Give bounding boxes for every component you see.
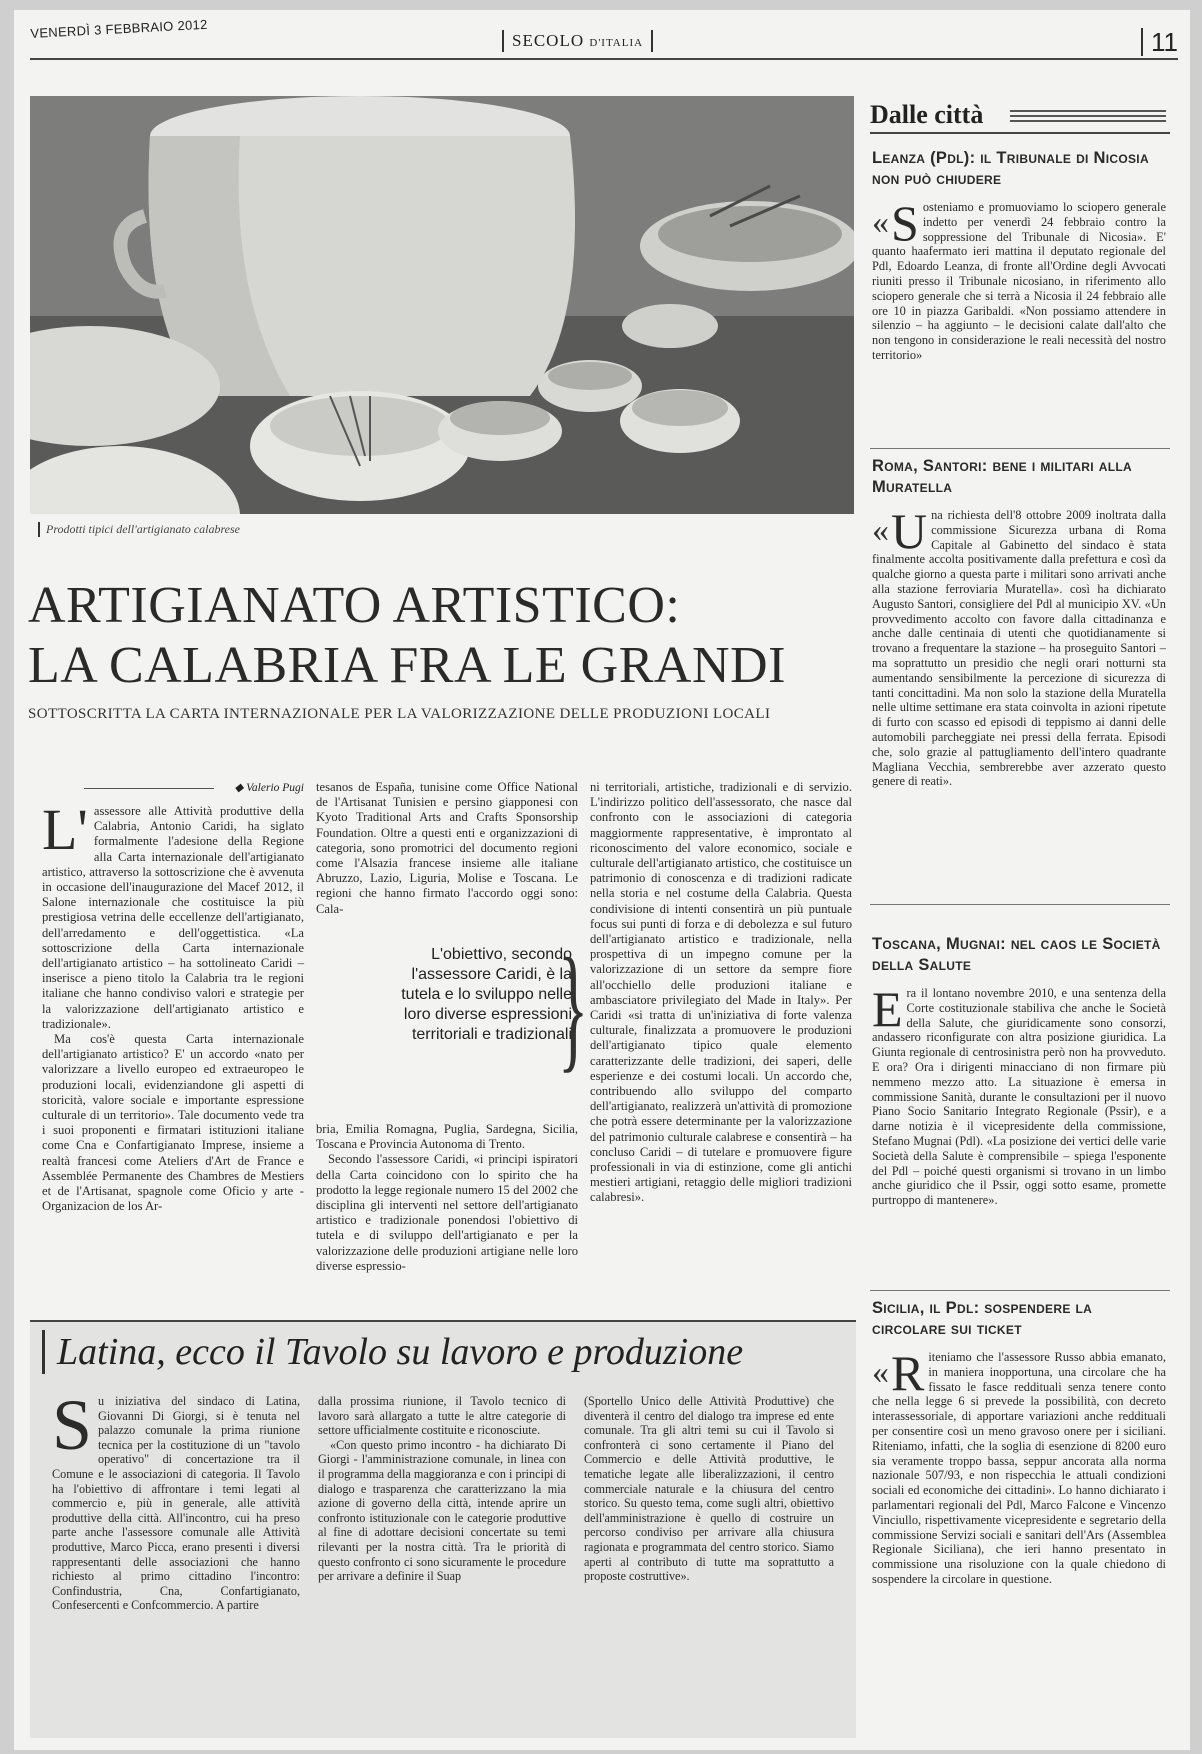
article-paragraph: (Sportello Unico delle Attività Produttive) che diventerà il centro del dialogo tra imprese ed ente comunale. Tra gli altri temi su cui il Tavolo si confronterà ci sono certamente il Piano del Commercio e delle Attività produttive, le tematiche legate alle liberalizzazioni, il centro commerciale naturale e la chiusura del centro storico. Su questo tema, come sugli altri, obiettivo dell'amministrazione è quello di costruire un percorso condiviso per arrivare alla chiusura ragionata e programmata del centro storico. Siamo aperti al contributo di tutte ma soprattutto a proposte costruttive».: [584, 1394, 834, 1584]
headline-line-1: ARTIGIANATO ARTISTICO:: [28, 577, 681, 634]
article-paragraph: «Con questo primo incontro - ha dichiarato Di Giorgi - l'amministrazione comunale, in linea con il programma della maggioranza e con i principi di dialogo e trasparenza che caratterizzano la mia azione di governo della città, intende aprire un confronto istituzionale con le categorie produttive al fine di adottare decisioni concertate su temi rilevanti per la nostra città. Tra le priorità di questo confronto ci sono sicuramente le procedure per arrivare a definire il Suap: [318, 1437, 566, 1584]
brief-headline-sicilia: Sicilia, il Pdl: sospendere la circolare sui ticket: [872, 1299, 1093, 1338]
article-paragraph: Ma cos'è questa Carta internazionale dell'artigianato artistico? E' un accordo «nato per valorizzare a livello europeo ed extraeuropeo le produzioni locali, evidenziandone gli aspetti di storicità, valore sociale e importante espressione culturale di un territorio». Tale documento vede tra i suoi proponenti e firmatari istituzioni italiane come Cna e Confartigianato Imprese, insieme a realtà francesi come Ateliers d'Art de France e Assemblée Permanente des Chambres de Mestiers et de l'Artisanat, spagnole come Oficio y arte - Organizacion de los Ar-: [42, 1032, 304, 1214]
divider: [870, 1290, 1170, 1291]
article-photo: [30, 96, 854, 514]
brief-body-mugnai: [872, 981, 1166, 1208]
masthead-name: SECOLO: [512, 31, 585, 50]
pottery-illustration: [30, 96, 854, 514]
brief-headline-leanza: Leanza (Pdl): il Tribunale di Nicosia non può chiudere: [872, 149, 1149, 188]
article-column-2-continued: [316, 1122, 578, 1274]
article-paragraph: dalla prossima riunione, il Tavolo tecnico di lavoro sarà allargato a tutte le altre categorie di settore ufficialmente costituite e riconosciute.: [318, 1394, 566, 1438]
latina-article: [30, 1320, 856, 1738]
author-name: Valerio Pugi: [246, 782, 304, 794]
drop-cap: R: [891, 1345, 925, 1401]
brief-body-leanza: [872, 195, 1166, 363]
article-paragraph: [42, 797, 304, 1032]
paragraph-text: na richiesta dell'8 ottobre 2009 inoltrata dalla commissione Sicurezza urbana di Roma Capitale al Gabinetto del sindaco è stata finalmente accolta positivamente dalla prefettura e così da qualche giorno a questa parte i militari sono arrivati anche alla stazione ferroviaria Muratella». così ha dichiarato Augusto Santori, consigliere del Pdl al municipio XV. «Un provvedimento accolto con favore dalla cittadinanza e anche dalle centinaia di utenti che quotidianamente si trovano a frequentare la stazione – ha proseguito Santori – ma soprattutto un presidio che negli orari notturni sta aumentando sensibilmente la percezione di sicurezza di tanti concittadini. Ma non solo la stazione della Muratella nelle ultime settimane era stata coinvolta in azioni ripetute di furto con scasso ed episodi di teppismo ai danni delle automobili parcheggiate nei pressi della ferrata. Episodi che, solo grazie al pattugliamento dell'intero quadrante Magliana Vecchia, sembrerebbe aver azzerato questo genere di reati».: [872, 508, 1166, 789]
brief-paragraph: [872, 981, 1166, 1208]
brief-body-santori: [872, 503, 1166, 789]
pull-quote: L'obiettivo, secondo l'assessore Caridi, è la tutela e lo sviluppo nelle loro diverse espressioni territoriali e tradizionali: [401, 946, 572, 1043]
open-quote: «: [872, 204, 889, 241]
article-column-3: [590, 780, 852, 1206]
sidebar-header: [870, 100, 1170, 134]
article-column-1: [42, 797, 304, 1214]
latina-column-2: [318, 1394, 566, 1584]
open-quote: «: [872, 512, 889, 549]
photo-caption: Prodotti tipici dell'artigianato calabrese: [38, 522, 240, 537]
pull-quote-brace: }: [558, 930, 589, 1085]
article-paragraph: ni territoriali, artistiche, tradizionali e di servizio. L'indirizzo politico dell'assessorato, che nasce dal confronto con le associazioni di categoria maggiormente rappresentative, è improntato al riconoscimento del valore economico, sociale e culturale dell'artigianato artistico, che costituisce un patrimonio di conoscenza e di tradizioni radicate nella storia e nel costume della Calabria. Questa condivisione di intenti consentirà un più puntuale focus sui punti di forza e di debolezza e sul futuro dell'artigianato artistico e tradizionale, nella prospettiva di un impegno comune per la valorizzazione di un settore da sempre fiore all'occhiello delle produzioni italiane e ambasciatore privilegiato del Made in Italy». Per Caridi «si tratta di un'iniziativa di forte valenza culturale, finalizzata a promuovere le produzioni dell'artigianato tipico quale elemento caratterizzante delle tradizioni, dei saperi, delle esperienze e dei costumi locali. Un accordo che, contribuendo allo sviluppo del comparto dell'artigianato, realizzerà un'attività di promozione che potrà essere determinante per la valorizzazione del patrimonio culturale calabrese e consentirà – ha concluso Caridi – di tutelare e promuovere figure professionali in via di estinzione, come gli antichi mestieri artigiani, retaggio delle migliori tradizioni calabresi».: [590, 780, 852, 1205]
article-paragraph: Secondo l'assessore Caridi, «i principi ispiratori della Carta coincidono con lo spirito che ha prodotto la legge regionale numero 15 del 2002 che disciplina gli interventi nel settore dell'artigianato artistico e tradizionale ponendosi l'obiettivo di tutela e di sviluppo dell'artigianato e per la valorizzazione delle produzioni artigiane nelle loro diverse espressio-: [316, 1152, 578, 1273]
drop-cap: U: [891, 503, 928, 559]
article-paragraph: tesanos de España, tunisine come Office National de l'Artisanat Tunisien e persino giapponesi con Kyoto Traditional Arts and Crafts Sponsorship Foundation. Oltre a questi enti e organizzazioni di categoria, sono promotrici del documento regioni come l'Alsazia francese insieme alle italiane Abruzzo, Lazio, Liguria, Molise e Toscana. Le regioni che hanno firmato l'accordo oggi sono: Cala-: [316, 780, 578, 916]
divider: [870, 904, 1170, 905]
byline: ◆ Valerio Pugi: [84, 780, 304, 794]
latina-title: Latina, ecco il Tavolo su lavoro e produzione: [42, 1330, 857, 1374]
sidebar-title: Dalle città: [870, 100, 984, 129]
article-column-2: [316, 780, 578, 917]
brief-headline-mugnai: Toscana, Mugnai: nel caos le Società della Salute: [872, 935, 1161, 974]
drop-cap: L': [42, 797, 88, 862]
divider: [870, 448, 1170, 449]
headline: [28, 576, 868, 696]
paragraph-text: u iniziativa del sindaco di Latina, Giovanni Di Giorgi, si è tenuta nel palazzo comunale la prima riunione tecnica per la costituzione di un "tavolo operativo" di concertazione tra il Comune e le associazioni di categoria. Il Tavolo ha l'obiettivo di affrontare i temi legati al commercio e, più in generale, alle attività produttive della città. All'incontro, cui ha preso parte anche l'assessore comunale alle Attività produttive, Marco Picca, erano presenti i diversi rappresentanti delle associazioni che hanno richiesto al primo cittadino l'incontro: Confindustria, Cna, Confartigianato, Confesercenti e Confcommercio. A partire: [52, 1394, 300, 1613]
masthead-suffix: D'ITALIA: [589, 37, 644, 49]
issue-date: VENERDÌ 3 FEBBRAIO 2012: [30, 16, 208, 41]
masthead: [502, 30, 653, 52]
brief-paragraph: [872, 195, 1166, 363]
brief-paragraph: [872, 1345, 1166, 1587]
article-paragraph: [52, 1385, 300, 1613]
drop-cap: E: [872, 981, 903, 1037]
brief-body-sicilia: [872, 1345, 1166, 1587]
header-lines-decoration: [1010, 110, 1166, 124]
article-paragraph: bria, Emilia Romagna, Puglia, Sardegna, Sicilia, Toscana e Provincia Autonoma di Trento.: [316, 1122, 578, 1152]
paragraph-text: ra il lontano novembre 2010, e una sentenza della Corte costituzionale stabiliva che anche le Società della Salute, che giuridicamente sono consorzi, andassero riconfigurate con altra posizione giuridica. La Giunta regionale di centrosinistra però non ha provveduto. E ora? Ora i dirigenti minacciano di non firmare più nemmeno mezzo atto. La situazione è emersa in commissione Sanità, durante le consultazioni per il nuovo Piano Socio Sanitario Integrato Regionale (Pssir), e a darne notizia è il vicepresidente della commissione, Stefano Mugnai (Pdl). «La posizione dei vertici delle varie Società della Salute è comprensibile – spiega l'esponente del Pdl – poiché questi organismi si trovano in un limbo anche giuridico che il Pssir, oggi sotto esame, promette purtroppo di mantenere».: [872, 986, 1166, 1208]
page-number: 11: [1141, 28, 1178, 56]
newspaper-page: [14, 10, 1190, 1750]
brief-headline-santori: Roma, Santori: bene i militari alla Muratella: [872, 457, 1132, 496]
latina-column-3: [584, 1394, 834, 1584]
subheadline: SOTTOSCRITTA LA CARTA INTERNAZIONALE PER LA VALORIZZAZIONE DELLE PRODUZIONI LOCALI: [28, 706, 771, 722]
latina-column-1: [52, 1385, 300, 1613]
paragraph-text: iteniamo che l'assessore Russo abbia emanato, in maniera inopportuna, una circolare che ha fissato le fasce reddituali senza tenere conto che nella legge 6 si prevede la possibilità, con decreto interassessoriale, di apportare variazioni anche reddituali per consentire così un meno gravoso onere per i siciliani. Riteniamo, infatti, che la soglia di esenzione di 8200 euro sia veramente troppo bassa, seppur ancorata alla norma nazionale 507/93, e non rispecchia le attuali condizioni sociali ed economiche dei cittadini». Lo hanno dichiarato i parlamentari regionali del Pdl, Marco Falcone e Vincenzo Vinciullo, rispettivamente vicepresidente e segretario della commissione Servizi sociali e sanitari dell'Ars (Assemblea Regionale Siciliana), che ieri hanno presentato in commissione una risoluzione con la quale chiedono di sospendere la circolare in questione.: [872, 1350, 1166, 1586]
paragraph-text: assessore alle Attività produttive della Calabria, Antonio Caridi, ha siglato formalmente l'adesione della Regione alla Carta internazionale dell'artigianato artistico, attraverso la sottoscrizione che è avvenuta in occasione dell'inaugurazione del Macef 2012, il Salone internazionale che costituisce la più prestigiosa vetrina delle eccellenze dell'artigianato, dell'arredamento e dell'oggettistica. «La sottoscrizione della Carta internazionale dell'artigianato artistico – ha sottolineato Caridi – inserisce a pieno titolo la Calabria tra le regioni italiane che hanno condiviso valori e strategie per la valorizzazione dell'artigianato artistico e tradizionale».: [42, 804, 304, 1031]
drop-cap: S: [891, 195, 919, 251]
open-quote: «: [872, 1354, 889, 1391]
header-rule: [30, 58, 1178, 60]
paragraph-text: osteniamo e promuoviamo lo sciopero generale indetto per venerdì 24 febbraio contro la soppressione del Tribunale di Nicosia». E' quanto haafermato ieri mattina il deputato regionale del Pdl, Edoardo Leanza, di fronte all'Ordine degli Avvocati riuniti presso il Tribunale nicosiano, in riferimento allo sciopero generale che si terrà a Nicosia il 24 febbraio alle ore 10 in piazza Garibaldi. «Non possiamo attendere in silenzio – ha aggiunto – le decisioni calate dall'alto che non tengono in considerazione le reali necessità del nostro territorio»: [872, 200, 1166, 362]
sidebar-dalle-citta: [870, 100, 1170, 1740]
headline-line-2: LA CALABRIA FRA LE GRANDI: [28, 637, 786, 694]
drop-cap: S: [52, 1385, 93, 1465]
brief-paragraph: [872, 503, 1166, 789]
